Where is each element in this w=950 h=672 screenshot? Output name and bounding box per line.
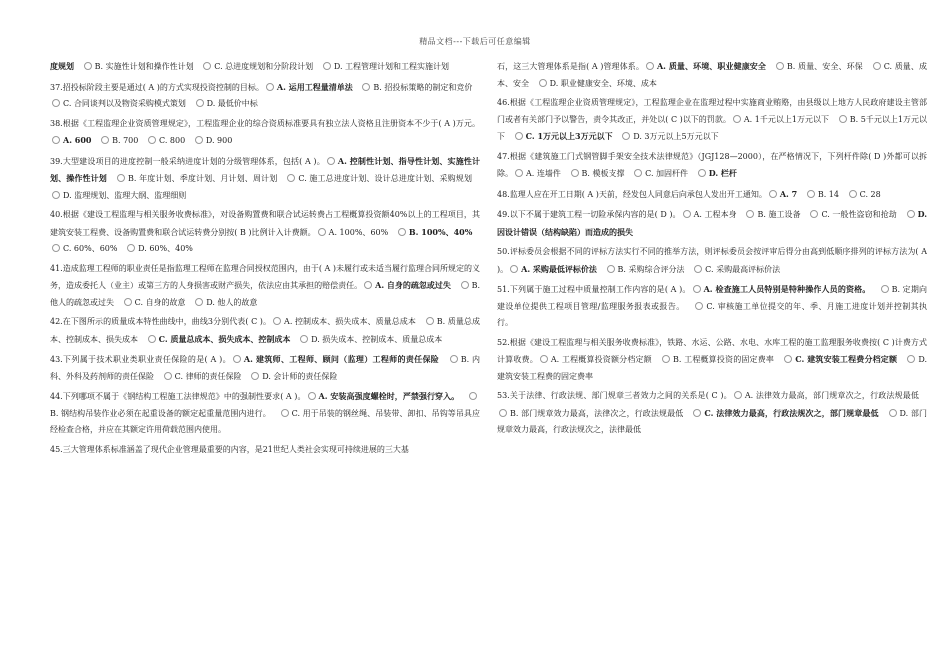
- radio-button-icon[interactable]: [510, 265, 518, 273]
- option-text: B. 内科、外科及药剂师的责任保险: [50, 355, 480, 381]
- answer-option[interactable]: [744, 210, 808, 219]
- question-left-8: [50, 388, 480, 439]
- radio-button-icon[interactable]: [450, 355, 458, 363]
- option-text: A. 7: [779, 188, 798, 199]
- radio-button-icon[interactable]: [398, 228, 406, 236]
- answer-option[interactable]: [50, 136, 99, 145]
- option-text: A. 连墙件: [526, 169, 561, 178]
- radio-button-icon[interactable]: [281, 409, 289, 417]
- radio-button-icon[interactable]: [195, 298, 203, 306]
- option-text: A. 质量、环境、职业健康安全: [656, 61, 766, 71]
- option-text: A. 控制成本、损失成本、质量总成本: [284, 317, 416, 326]
- radio-button-icon[interactable]: [362, 83, 370, 91]
- option-text: D. 部门规章效力最高，行政法规次之，法律最低: [497, 408, 927, 434]
- answer-option[interactable]: [497, 409, 691, 418]
- radio-button-icon[interactable]: [233, 355, 241, 363]
- option-text: C. 28: [859, 189, 881, 199]
- answer-option[interactable]: [782, 355, 905, 364]
- option-text: C. 1万元以上3万元以下: [525, 131, 613, 141]
- answer-option[interactable]: [681, 210, 745, 219]
- option-text: A. 安装高强度螺栓时，严禁强行穿入。: [318, 391, 460, 401]
- answer-option[interactable]: [767, 190, 805, 199]
- question-right-7: [497, 335, 927, 386]
- question-stem: 46.根据《工程监理企业资质管理规定》，工程监理企业在监理过程中实施商业贿赂，由县级以上地方人民政府建设主管部门或者有关部门予以警告，责令其改正，并处以( C )以下的罚款。: [497, 98, 927, 124]
- radio-button-icon[interactable]: [84, 62, 92, 70]
- radio-button-icon[interactable]: [426, 317, 434, 325]
- radio-button-icon[interactable]: [195, 136, 203, 144]
- radio-button-icon[interactable]: [693, 409, 701, 417]
- question-stem: 42.在下图所示的质量成本特性曲线中，曲线3分别代表( C )。: [50, 317, 272, 326]
- radio-button-icon[interactable]: [124, 298, 132, 306]
- radio-button-icon[interactable]: [622, 132, 630, 140]
- option-text: A. 工程本身: [693, 210, 737, 219]
- radio-button-icon[interactable]: [694, 265, 702, 273]
- option-text: D. 会计师的责任保险: [262, 371, 338, 381]
- question-right-1: [497, 95, 927, 146]
- option-text: D. 监理规划、监理大纲、监理细则: [63, 190, 187, 200]
- question-stem: 52.根据《建设工程监理与相关服务收费标准》，铁路、水运、公路、水电、水库工程的施工监理服务收费按( C )计费方式计算收费。: [497, 337, 927, 364]
- option-text: D. 建筑安装工程费的固定费率: [497, 355, 927, 381]
- answer-option[interactable]: [99, 136, 146, 145]
- radio-button-icon[interactable]: [539, 79, 547, 87]
- answer-option[interactable]: [50, 99, 194, 108]
- radio-button-icon[interactable]: [695, 302, 703, 310]
- option-text: C. 800: [159, 136, 186, 145]
- option-text: C. 质量总成本、损失成本、控制成本: [158, 333, 291, 344]
- option-text: C. 一般性盗窃和抢劫: [821, 210, 897, 219]
- answer-option[interactable]: [231, 355, 448, 364]
- question-stem: 47.根据《建筑施工门式钢管脚手架安全技术法律规范》（JGJ128—2000），在严格情况下，下列杆件除( D )外都可以拆除。: [497, 151, 927, 178]
- radio-button-icon[interactable]: [101, 136, 109, 144]
- option-text: B. 施工设备: [757, 210, 801, 219]
- radio-button-icon[interactable]: [203, 62, 211, 70]
- option-text: A. 工程概算投资额分档定额: [550, 355, 652, 364]
- radio-button-icon[interactable]: [469, 392, 477, 400]
- question-stem: 37.招投标阶段主要是通过( A )的方式实现投资控制的目标。: [50, 82, 264, 92]
- radio-button-icon[interactable]: [515, 169, 523, 177]
- radio-button-icon[interactable]: [117, 174, 125, 182]
- radio-button-icon[interactable]: [164, 372, 172, 380]
- option-text: C. 加固杆件: [645, 169, 689, 178]
- answer-option[interactable]: [201, 62, 321, 71]
- question-stem: 44.下列哪项不属于《钢结构工程施工法律规范》中的强制性要求( A )。: [50, 392, 306, 401]
- radio-button-icon[interactable]: [810, 210, 818, 218]
- radio-button-icon[interactable]: [127, 244, 135, 252]
- answer-option[interactable]: [731, 115, 837, 124]
- answer-option[interactable]: [696, 169, 745, 178]
- question-stem: 51.下列属于施工过程中质量控制工作内容的是( A )。: [497, 285, 691, 294]
- answer-option[interactable]: [692, 265, 788, 274]
- radio-button-icon[interactable]: [52, 99, 60, 107]
- option-text: B. 采购综合评分法: [617, 264, 685, 274]
- option-text: B. 招投标策略的制定和竞价: [373, 82, 473, 92]
- radio-button-icon[interactable]: [196, 99, 204, 107]
- question-left-6: [50, 314, 480, 348]
- radio-button-icon[interactable]: [323, 62, 331, 70]
- option-text: B. 模板支撑: [581, 169, 625, 178]
- radio-button-icon[interactable]: [515, 132, 523, 140]
- answer-option[interactable]: [194, 99, 266, 108]
- answer-option[interactable]: [146, 136, 193, 145]
- question-left-1: [50, 79, 480, 113]
- option-text: D. 工程管理计划和工程实施计划: [333, 62, 450, 71]
- option-text: A. 1千元以上1万元以下: [743, 114, 830, 124]
- answer-option[interactable]: [660, 355, 782, 364]
- answer-option[interactable]: [691, 285, 879, 294]
- radio-button-icon[interactable]: [693, 285, 701, 293]
- radio-button-icon[interactable]: [287, 174, 295, 182]
- question-right-5: [497, 244, 927, 278]
- answer-option[interactable]: [569, 169, 633, 178]
- question-left-4: [50, 207, 480, 258]
- option-text: C. 60%、60%: [63, 244, 118, 253]
- question-stem: 43.下列属于技术职业类职业责任保险的是( A )。: [50, 355, 231, 364]
- radio-button-icon[interactable]: [318, 228, 326, 236]
- answer-option[interactable]: [360, 83, 480, 92]
- option-text: B. 5千元以上1万元以下: [497, 114, 927, 141]
- radio-button-icon[interactable]: [907, 355, 915, 363]
- option-text: A. 建筑师、工程师、顾问（监理）工程师的责任保险: [243, 354, 440, 364]
- question-left-5: [50, 261, 480, 312]
- question-left-3: [50, 153, 480, 205]
- question-right-3: [497, 186, 927, 204]
- option-text: D. 3万元以上5万元以下: [633, 132, 719, 141]
- answer-option[interactable]: [162, 372, 250, 381]
- question-stem: 53.关于法律、行政法规、部门规章三者效力之间的关系是( C )。: [497, 391, 732, 400]
- option-text: D. 损失成本、控制成本、质量总成本: [311, 334, 443, 344]
- radio-button-icon[interactable]: [784, 355, 792, 363]
- option-text: A. 控制性计划、指导性计划、实施性计划、操作性计划: [50, 155, 480, 183]
- option-text: D. 因设计错误（结构缺陷）而造成的损失: [497, 209, 927, 237]
- option-text: B. 质量总成本、控制成本、损失成本: [50, 317, 480, 344]
- question-left-0: [50, 58, 480, 76]
- radio-button-icon[interactable]: [769, 190, 777, 198]
- answer-option[interactable]: [321, 62, 457, 71]
- option-text: A. 自身的疏忽或过失: [375, 280, 451, 290]
- answer-option[interactable]: [537, 79, 665, 88]
- answer-option[interactable]: [146, 335, 298, 344]
- option-text: A. 采购最低评标价法: [521, 263, 597, 274]
- option-text: C. 自身的故意: [134, 297, 186, 307]
- answer-option[interactable]: [264, 83, 360, 92]
- answer-option[interactable]: [644, 62, 774, 71]
- option-text: A. 100%、60%: [328, 227, 389, 237]
- radio-button-icon[interactable]: [839, 115, 847, 123]
- radio-button-icon[interactable]: [52, 244, 60, 252]
- question-stem: 38.根据《工程监理企业资质管理规定》，工程监理企业的综合资质标准要具有独立法人资格且注册资本不少于( A )万元。: [50, 118, 480, 128]
- option-text: D. 栏杆: [708, 168, 737, 178]
- question-stem: 石，这三大管理体系是指( A )管理体系。: [497, 62, 644, 71]
- radio-button-icon[interactable]: [540, 355, 548, 363]
- option-text: A. 运用工程量清单法: [276, 81, 353, 92]
- option-text: B. 14: [817, 189, 839, 199]
- right-column: [497, 58, 927, 668]
- radio-button-icon[interactable]: [251, 372, 259, 380]
- radio-button-icon[interactable]: [873, 62, 881, 70]
- radio-button-icon[interactable]: [776, 62, 784, 70]
- radio-button-icon[interactable]: [148, 335, 156, 343]
- radio-button-icon[interactable]: [907, 210, 915, 218]
- radio-button-icon[interactable]: [881, 285, 889, 293]
- answer-option[interactable]: [50, 244, 125, 253]
- answer-option[interactable]: [808, 210, 904, 219]
- radio-button-icon[interactable]: [607, 265, 615, 273]
- radio-button-icon[interactable]: [734, 391, 742, 399]
- page-header: 精品文档---下载后可任意编辑: [419, 37, 531, 46]
- answer-option[interactable]: [847, 190, 889, 199]
- option-text: C. 审核施工单位提交的年、季、月施工进度计划并控制其执行。: [497, 301, 927, 327]
- option-text: 度规划: [50, 61, 74, 71]
- option-text: C. 施工总进度计划、设计总进度计划、采购规划: [298, 174, 473, 183]
- answer-option[interactable]: [249, 372, 345, 381]
- radio-button-icon[interactable]: [308, 392, 316, 400]
- radio-button-icon[interactable]: [327, 157, 335, 165]
- option-text: B. 100%、40%: [408, 226, 473, 237]
- option-text: C. 合同谈判以及物资采购模式策划: [63, 99, 186, 108]
- radio-button-icon[interactable]: [266, 83, 274, 91]
- question-stem: 39.大型建设项目的进度控制一般采纳进度计划的分级管理体系，包括( A )。: [50, 156, 325, 166]
- answer-option[interactable]: [298, 335, 450, 344]
- radio-button-icon[interactable]: [364, 281, 372, 289]
- question-right-0: [497, 58, 927, 92]
- question-right-8: [497, 388, 927, 439]
- option-text: B. 实施性计划和操作性计划: [94, 62, 194, 71]
- option-text: B. 部门规章效力最高，法律次之，行政法规最低: [510, 408, 684, 418]
- radio-button-icon[interactable]: [300, 335, 308, 343]
- answer-option[interactable]: [306, 392, 467, 401]
- radio-button-icon[interactable]: [52, 191, 60, 199]
- radio-button-icon[interactable]: [807, 190, 815, 198]
- answer-option[interactable]: [632, 169, 696, 178]
- option-text: A. 法律效力最高，部门规章次之，行政法规最低: [744, 391, 920, 400]
- question-right-4: [497, 206, 927, 241]
- question-left-9: [50, 442, 480, 459]
- answer-option[interactable]: [193, 136, 240, 145]
- radio-button-icon[interactable]: [148, 136, 156, 144]
- radio-button-icon[interactable]: [662, 355, 670, 363]
- answer-option[interactable]: [508, 265, 604, 274]
- option-text: D. 60%、40%: [138, 244, 193, 253]
- option-text: B. 700: [112, 136, 139, 145]
- question-stem: 50.评标委员会根据不同的评标方法实行不同的推举方法，则评标委员会按评审后得分由高到低顺序排列的评标方法为( A )。: [497, 247, 927, 274]
- radio-button-icon[interactable]: [698, 169, 706, 177]
- answer-option[interactable]: [691, 409, 886, 418]
- question-stem: 49.以下不属于建筑工程一切险承保内容的是( D )。: [497, 210, 681, 219]
- option-text: A. 600: [63, 135, 92, 145]
- answer-option[interactable]: [620, 132, 726, 141]
- radio-button-icon[interactable]: [461, 281, 469, 289]
- answer-option[interactable]: [605, 265, 693, 274]
- answer-option[interactable]: [732, 391, 927, 400]
- question-left-7: [50, 351, 480, 385]
- question-stem: 45.三大管理体系标准涵盖了现代企业管理最重要的内容，是21世纪人类社会实现可持续进展的三大基: [50, 444, 409, 454]
- option-text: B. 定期向建设单位提供工程项目管理/监理服务报表或报告。: [497, 285, 927, 311]
- answer-option[interactable]: [513, 132, 621, 141]
- option-text: B. 钢结构吊装作业必须在起重设备的额定起重量范围内进行。: [50, 408, 271, 418]
- radio-button-icon[interactable]: [634, 169, 642, 177]
- radio-button-icon[interactable]: [52, 136, 60, 144]
- option-text: D. 最低价中标: [206, 99, 258, 108]
- answer-option[interactable]: [271, 317, 424, 326]
- answer-option[interactable]: [362, 281, 458, 290]
- answer-option[interactable]: [513, 169, 569, 178]
- option-text: B. 他人的疏忽或过失: [50, 281, 480, 307]
- radio-button-icon[interactable]: [746, 210, 754, 218]
- answer-option[interactable]: [774, 62, 871, 71]
- radio-button-icon[interactable]: [571, 169, 579, 177]
- option-text: C. 建筑安装工程费分档定额: [795, 354, 898, 364]
- radio-button-icon[interactable]: [849, 190, 857, 198]
- answer-option[interactable]: [538, 355, 660, 364]
- option-text: C. 质量、成本、安全: [497, 62, 927, 88]
- question-stem: 41.造成监理工程师的职业责任是指监理工程师在监理合同授权范围内，由于( A )未履行或未适当履行监理合同所规定的义务，造成委托人（业主）或第三方的人身损害或财产损失，依法应由其承担的赔偿责任。: [50, 263, 480, 290]
- answer-option[interactable]: [50, 62, 82, 71]
- answer-option[interactable]: [193, 298, 265, 307]
- option-text: B. 年度计划、季度计划、月计划、周计划: [127, 174, 278, 183]
- question-stem: 48.监理人应在开工日期( A )天前，经发包人同意后向承包人发出开工通知。: [497, 189, 767, 199]
- option-text: D. 900: [205, 136, 233, 145]
- answer-option[interactable]: [285, 174, 480, 183]
- answer-option[interactable]: [115, 174, 285, 183]
- left-column: [50, 58, 480, 668]
- answer-option[interactable]: [125, 244, 200, 253]
- radio-button-icon[interactable]: [733, 115, 741, 123]
- option-text: C. 律师的责任保险: [174, 371, 242, 381]
- question-stem: 40.根据《建设工程监理与相关服务收费标准》，对设备购置费和联合试运转费占工程概算投资额40%以上的工程项目，其建筑安装工程费、设备购置费和联合试运转费分别按( B )比例计入计费额。: [50, 210, 480, 237]
- radio-button-icon[interactable]: [273, 317, 281, 325]
- option-text: C. 法律效力最高，行政法规次之，部门规章最低: [704, 407, 879, 418]
- radio-button-icon[interactable]: [499, 409, 507, 417]
- option-text: C. 采购最高评标价法: [705, 264, 781, 274]
- option-text: C. 总进度规划和分阶段计划: [214, 62, 314, 71]
- answer-option[interactable]: [122, 298, 194, 307]
- option-text: C. 用于吊装的钢丝绳、吊装带、卸扣、吊钩等吊具应经检查合格，并应在其额定许用荷载范围内使用。: [50, 408, 480, 434]
- radio-button-icon[interactable]: [683, 210, 691, 218]
- question-right-2: [497, 149, 927, 183]
- option-text: D. 职业健康安全、环境、成本: [549, 78, 657, 88]
- question-right-6: [497, 281, 927, 332]
- question-left-2: [50, 116, 480, 150]
- answer-option[interactable]: [316, 228, 396, 237]
- answer-option[interactable]: [805, 190, 847, 199]
- option-text: B. 工程概算投资的固定费率: [673, 355, 775, 364]
- radio-button-icon[interactable]: [889, 409, 897, 417]
- option-text: B. 质量、安全、环保: [786, 62, 863, 71]
- answer-option[interactable]: [396, 228, 480, 237]
- answer-option[interactable]: [82, 62, 202, 71]
- option-text: A. 检查施工人员特别是特种操作人员的资格。: [703, 284, 871, 294]
- radio-button-icon[interactable]: [646, 62, 654, 70]
- option-text: D. 他人的故意: [206, 297, 258, 307]
- answer-option[interactable]: [50, 191, 194, 200]
